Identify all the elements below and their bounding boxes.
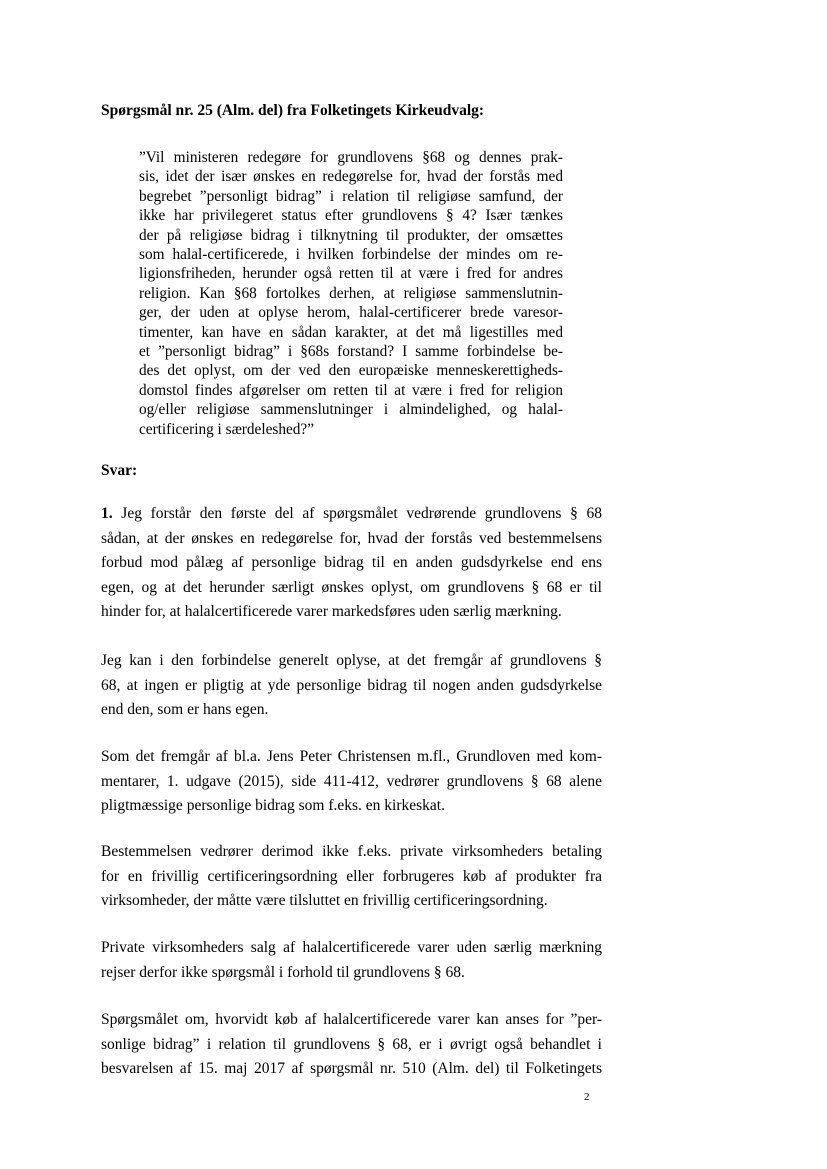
answer-paragraph-1 — [101, 502, 602, 625]
quote-line: sis, idet der især ønskes en redegørelse for, hvad der forstås med — [139, 168, 563, 186]
quote-line: certificering i særdeleshed?” — [139, 420, 314, 438]
paragraph-line: sådan, at der ønskes en redegørelse for, hvad der forstås ved bestemmelsens — [101, 529, 602, 547]
quote-line: og/eller religiøse sammenslutninger i almindelighed, og halal- — [139, 401, 563, 419]
paragraph-text: Jeg forstår den første del af spørgsmålet vedrørende grundlovens § 68 — [112, 505, 602, 522]
quote-line: begrebet ”personligt bidrag” i relation til religiøse samfund, der — [139, 187, 563, 205]
question-quote — [139, 148, 563, 439]
paragraph-line: sonlige bidrag” i relation til grundlovens § 68, er i øvrigt også behandlet i — [101, 1035, 602, 1053]
answer-paragraph-3 — [101, 745, 602, 819]
paragraph-line: hinder for, at halalcertificerede varer markedsføres uden særlig mærkning. — [101, 603, 562, 621]
quote-line: ligionsfriheden, herunder også retten til at være i fred for andres — [139, 265, 563, 283]
paragraph-line: for en frivillig certificeringsordning eller forbrugeres køb af produkter fra — [101, 867, 602, 885]
paragraph-line: rejser derfor ikke spørgsmål i forhold til grundlovens § 68. — [101, 963, 465, 981]
quote-line: der på religiøse bidrag i tilknytning til produkter, der omsættes — [139, 226, 563, 244]
quote-line: ”Vil ministeren redegøre for grundlovens §68 og dennes prak- — [139, 149, 563, 166]
paragraph-line: Jeg kan i den forbindelse generelt oplyse, at det fremgår af grundlovens § — [101, 652, 602, 669]
quote-line: et ”personligt bidrag” i §68s forstand? I samme forbindelse be- — [139, 343, 563, 361]
paragraph-line: virksomheder, der måtte være tilsluttet en frivillig certificeringsordning. — [101, 892, 548, 910]
quote-line: timenter, kan have en sådan karakter, at det må ligestilles med — [139, 323, 563, 341]
paragraph-line: Spørgsmålet om, hvorvidt køb af halalcertificerede varer kan anses for ”per- — [101, 1011, 602, 1028]
paragraph-line — [101, 502, 602, 527]
quote-line: som halal-certificerede, i hvilken forbindelse der mindes om re- — [139, 246, 563, 264]
quote-line: ikke har privilegeret status efter grundlovens § 4? Især tænkes — [139, 207, 563, 225]
paragraph-line: Private virksomheders salg af halalcertificerede varer uden særlig mærkning — [101, 939, 602, 956]
answer-paragraph-4 — [101, 840, 602, 914]
paragraph-line: mentarer, 1. udgave (2015), side 411-412, vedrører grundlovens § 68 alene — [101, 772, 602, 790]
paragraph-line: Bestemmelsen vedrører derimod ikke f.eks. private virksomheders betaling — [101, 843, 602, 860]
quote-line: domstol findes afgørelser om retten til at være i fred for religion — [139, 381, 563, 399]
answer-paragraph-5 — [101, 936, 602, 985]
answer-paragraph-6 — [101, 1008, 602, 1082]
quote-line: ger, der uden at oplyse herom, halal-certificerer brede varesor- — [139, 304, 563, 322]
paragraph-line: Som det fremgår af bl.a. Jens Peter Christensen m.fl., Grundloven med kom- — [101, 748, 602, 765]
answer-paragraph-2 — [101, 649, 602, 723]
paragraph-line: 68, at ingen er pligtig at yde personlige bidrag til nogen anden gudsdyrkelse — [101, 676, 602, 694]
paragraph-line: end den, som er hans egen. — [101, 701, 269, 719]
quote-line: religion. Kan §68 fortolkes derhen, at religiøse sammenslutnin- — [139, 284, 563, 302]
question-heading: Spørgsmål nr. 25 (Alm. del) fra Folketingets Kirkeudvalg: — [101, 102, 485, 119]
page-number: 2 — [584, 1091, 590, 1103]
paragraph-number: 1. — [101, 505, 113, 522]
paragraph-line: pligtmæssige personlige bidrag som f.eks. en kirkeskat. — [101, 797, 445, 815]
paragraph-line: egen, og at det herunder særligt ønskes oplyst, om grundlovens § 68 er til — [101, 578, 602, 596]
paragraph-line: forbud mod pålæg af personlige bidrag til en anden gudsdyrkelse end ens — [101, 554, 602, 572]
answer-label: Svar: — [101, 462, 138, 479]
quote-line: des det oplyst, om der ved den europæiske menneskerettigheds- — [139, 362, 563, 380]
paragraph-line: besvarelsen af 15. maj 2017 af spørgsmål nr. 510 (Alm. del) til Folketingets — [101, 1060, 602, 1078]
